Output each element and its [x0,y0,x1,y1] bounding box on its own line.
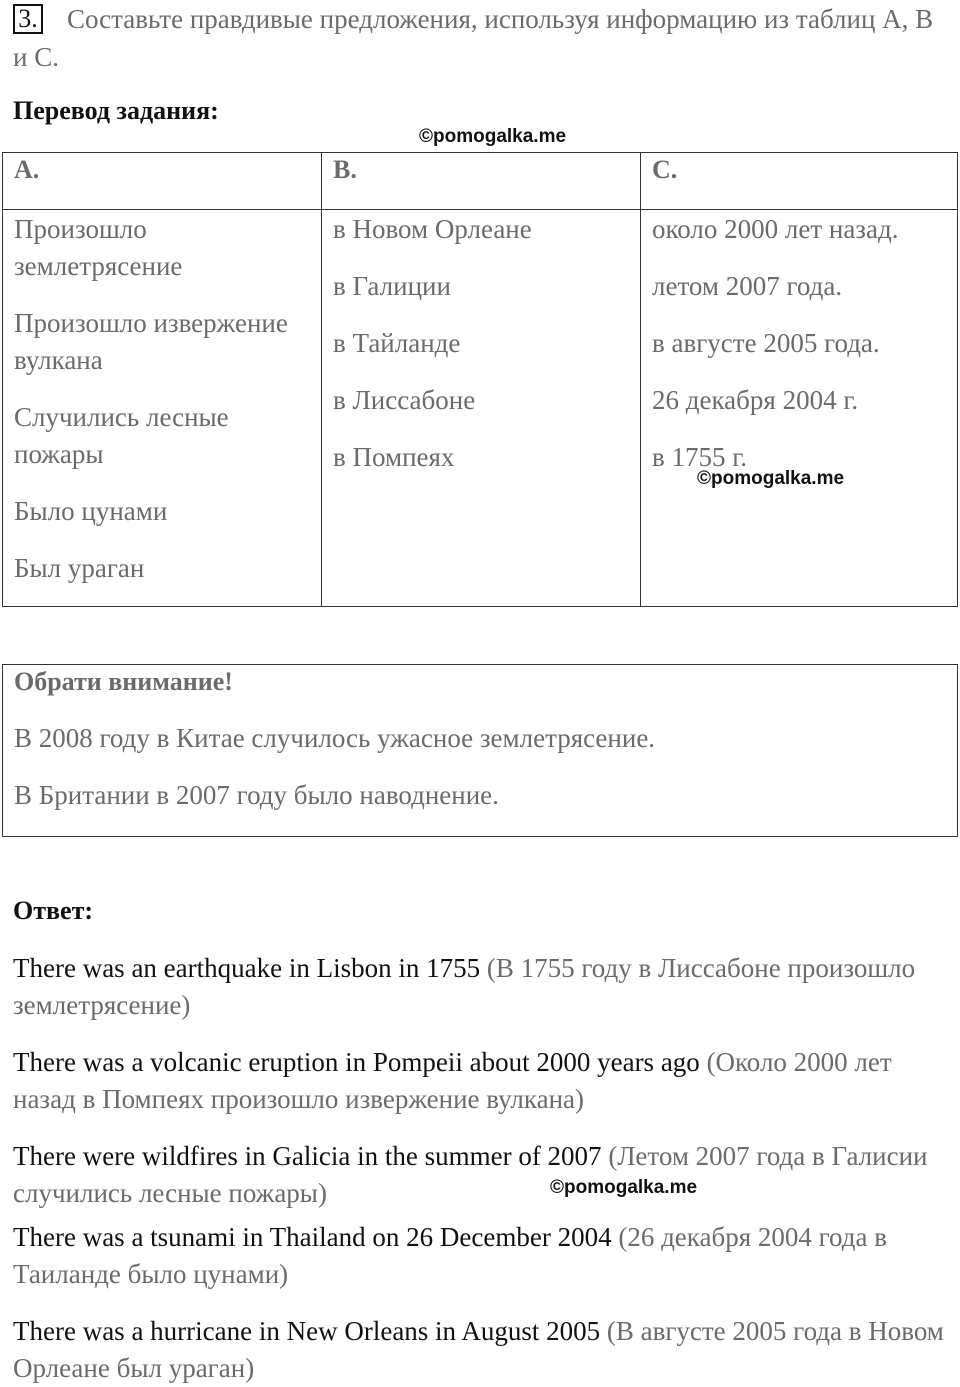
table-cell-a: Произошло землетрясение [14,214,183,281]
answer-item [13,1138,948,1212]
answer-english: There was a hurricane in New Orleans in August 2005 [13,1316,601,1346]
column-header-c: С. [652,155,678,184]
column-header-b: В. [333,155,357,184]
answer-item [13,1219,948,1293]
answer-english: There was a volcanic eruption in Pompeii about 2000 years ago [13,1047,700,1077]
options-table [2,152,958,607]
answer-english: There was a tsunami in Thailand on 26 December 2004 [13,1222,612,1252]
watermark: ©pomogalka.me [697,468,845,489]
table-header-divider [3,209,957,210]
table-cell-a: Произошло извержение вулкана [14,308,288,375]
table-divider [321,153,322,606]
table-cell-b: в Галиции [333,271,451,301]
table-cell-c: в августе 2005 года. [652,328,880,358]
answer-translation: (В 1755 году в Лиссабоне произошло землетрясение) [13,953,916,1020]
watermark: ©pomogalka.me [419,126,567,147]
table-cell-a: Случились лесные пожары [14,402,229,469]
task-instruction: Составьте правдивые предложения, используя информацию из таблиц А, В и С. [13,4,934,72]
table-cell-c: летом 2007 года. [652,271,843,301]
table-cell-c: в 1755 г. [652,442,748,472]
note-line: В Британии в 2007 году было наводнение. [14,780,499,810]
answer-item [13,950,948,1024]
table-cell-b: в Лиссабоне [333,385,476,415]
table-cell-c: около 2000 лет назад. [652,214,899,244]
attention-note [2,664,958,837]
column-header-a: А. [14,155,40,184]
table-cell-b: в Помпеях [333,442,455,472]
translation-heading: Перевод задания: [13,96,219,125]
note-line: В 2008 году в Китае случилось ужасное землетрясение. [14,723,656,753]
answer-translation: (В августе 2005 года в Новом Орлеане был ураган) [13,1316,944,1383]
answer-english: There was an earthquake in Lisbon in 1755 [13,953,481,983]
answer-translation: (Около 2000 лет назад в Помпеях произошло извержение вулкана) [13,1047,892,1114]
answer-english: There were wildfires in Galicia in the summer of 2007 [13,1141,602,1171]
answer-item [13,1313,948,1387]
answer-heading: Ответ: [13,896,94,925]
answer-translation: (26 декабря 2004 года в Таиланде было цунами) [13,1222,887,1289]
answer-item [13,1044,948,1118]
table-cell-b: в Тайланде [333,328,461,358]
note-title: Обрати внимание! [14,667,233,696]
table-cell-a: Был ураган [14,553,145,583]
watermark: ©pomogalka.me [550,1177,698,1198]
answer-translation: (Летом 2007 года в Галисии случились лесные пожары) [13,1141,928,1208]
table-divider [640,153,641,606]
table-cell-b: в Новом Орлеане [333,214,532,244]
table-cell-a: Было цунами [14,496,168,526]
table-cell-c: 26 декабря 2004 г. [652,385,859,415]
task-number-box: 3. [13,4,43,34]
